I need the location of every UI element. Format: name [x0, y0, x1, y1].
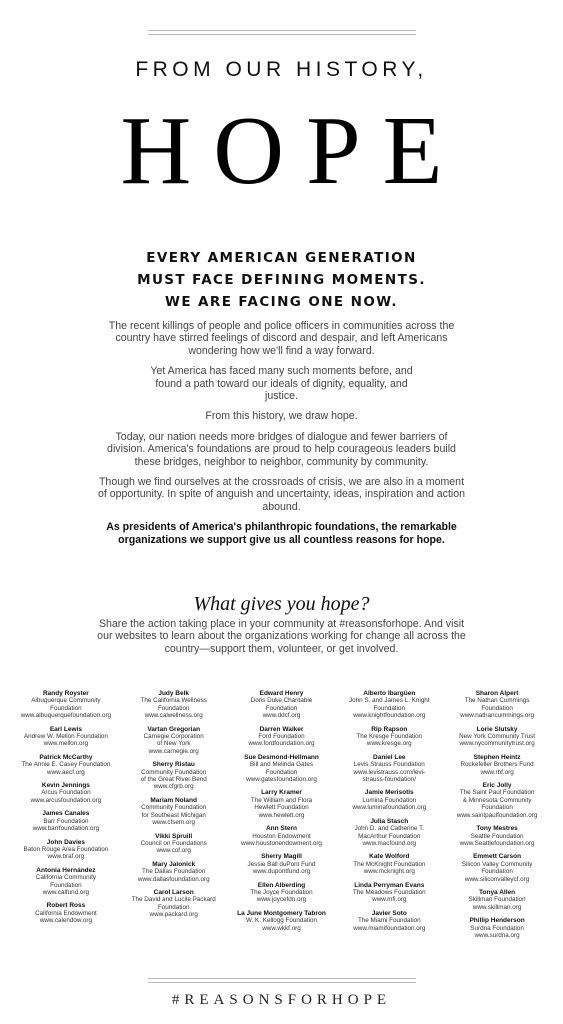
signatory-detail: Silicon Valley Community — [461, 860, 533, 868]
signatory-detail: Rockefeller Brothers Fund — [460, 761, 534, 769]
signatory-detail: & Minnesota Community — [462, 796, 532, 804]
signatory-detail: Foundation — [481, 704, 513, 712]
share-text: Share the action taking place in your community at #reasonsforhope. And visit our websites to learn about the organizations working for change all across the country—support them, volunteer, or get involved. — [97, 618, 466, 655]
signatory-entry — [120, 889, 228, 919]
signatory-entry — [228, 882, 336, 904]
paragraph-1: The recent killings of people and police officers in communities across the country have stirred feelings of discord and despair, and left Americans wondering how we'll find a way forward. — [108, 320, 455, 357]
signatory-detail: www.mellon.org — [43, 740, 89, 748]
signatory-detail: for Southeast Michigan — [141, 811, 206, 819]
signatory-entry — [228, 789, 336, 819]
signatory-entry — [228, 825, 336, 847]
headline-line-1: EVERY AMERICAN GENERATION — [146, 250, 417, 266]
signatory-entry — [228, 690, 336, 720]
signatory-detail: Lumina Foundation — [362, 796, 417, 804]
signatory-detail: www.dallasfoundation.org — [137, 875, 210, 883]
signatory-detail: www.calfund.org — [42, 888, 89, 896]
signatory-name: Earl Lewis — [49, 725, 82, 733]
signatory-entry — [228, 726, 336, 748]
signatory-name: Stephen Heintz — [473, 753, 521, 761]
signatory-detail: W. K. Kellogg Foundation — [245, 917, 318, 925]
signatory-detail: The Joyce Foundation — [250, 888, 313, 896]
signatory-name: La June Montgomery Tabron — [237, 909, 326, 917]
signatory-entry — [228, 910, 336, 932]
signatory-detail: www.arcusfoundation.org — [30, 796, 102, 804]
signatory-entry — [120, 797, 228, 827]
signatory-detail: The Annie E. Casey Foundation — [21, 761, 111, 769]
signatory-detail: www.mfi.org — [372, 896, 407, 904]
signatory-name: Robert Ross — [46, 902, 86, 910]
signatory-name: Phillip Henderson — [469, 917, 525, 925]
signatory-entry — [120, 861, 228, 883]
signatory-detail: Barr Foundation — [43, 817, 89, 825]
signatory-name: Kate Wolford — [369, 853, 410, 861]
paragraph-4: Today, our nation needs more bridges of dialogue and fewer barriers of division. America's foundations are proud to help courageous leaders build these bridges, neighbor to neighbor, community by community. — [107, 430, 456, 468]
signatory-entry — [12, 690, 120, 720]
signatory-detail: Foundation — [50, 704, 82, 712]
signatory-name: Tony Mestres — [476, 825, 518, 833]
signatory-detail: The Dallas Foundation — [142, 868, 206, 876]
signatory-detail: Andrew W. Mellon Foundation — [23, 733, 108, 741]
signatory-detail: www.mcknight.org — [363, 868, 415, 876]
signatory-detail: www.cof.org — [156, 847, 191, 855]
signatory-detail: Levis Strauss Foundation — [353, 761, 425, 769]
signatory-name: Ellen Alberding — [257, 881, 306, 889]
signatory-detail: Carnegie Corporation — [143, 733, 204, 741]
signatory-name: Antonia Hernández — [36, 866, 96, 874]
signatory-detail: www.houstonendowment.org — [241, 839, 322, 847]
signatory-entry — [120, 833, 228, 855]
signatory-entry — [335, 754, 443, 784]
signatory-name: Daniel Lee — [373, 753, 406, 761]
signatory-detail: Foundation — [265, 704, 298, 712]
signatory-entry — [228, 853, 336, 875]
signatory-detail: The Kresge Foundation — [356, 733, 423, 741]
signatory-name: Sherry Ristau — [152, 761, 195, 769]
signatory-detail: The Miami Foundation — [357, 917, 421, 925]
signatory-detail: www.siliconvalleycf.org — [464, 875, 530, 883]
signatory-detail: www.calendow.org — [39, 917, 92, 925]
signatory-detail: The Nathan Cummings — [464, 697, 530, 705]
signatory-name: Vikki Spruill — [155, 832, 193, 840]
signatory-detail: The David and Lucile Packard — [131, 896, 216, 904]
signatory-name: Sharon Alpert — [475, 690, 519, 697]
signatory-detail: Foundation — [265, 768, 298, 776]
signatory-entry — [335, 690, 443, 720]
signatory-column — [228, 690, 336, 945]
signatory-detail: Community Foundation — [141, 768, 207, 776]
signatory-name: Julia Stasch — [370, 817, 409, 825]
question-heading: What gives you hope? — [193, 593, 370, 615]
signatory-detail: The Meadows Foundation — [352, 888, 426, 896]
signatory-detail: www.knightfoundation.org — [353, 712, 426, 720]
signatory-detail: Arcus Foundation — [41, 789, 91, 797]
signatory-name: Patrick McCarthy — [39, 753, 93, 761]
signatory-detail: www.joycefdn.org — [256, 896, 307, 904]
signatory-name: Alberto Ibargüen — [363, 690, 416, 697]
signatory-detail: Albuquerque Community — [31, 697, 101, 705]
headline — [0, 247, 563, 313]
signatories — [12, 690, 551, 945]
signatory-detail: The William and Flora — [250, 796, 313, 804]
signatory-detail: www.aecf.org — [47, 768, 85, 776]
signatory-detail: www.rbf.org — [480, 768, 514, 776]
signatory-detail: www.hewlett.org — [258, 811, 305, 819]
signatory-name: Sherry Magill — [261, 853, 302, 861]
signatory-detail: www.nycommunitytrust.org — [459, 740, 535, 748]
signatory-column — [12, 690, 120, 945]
signatory-name: Mariam Noland — [150, 796, 197, 804]
signatory-entry — [443, 782, 551, 819]
signatory-detail: www.cfgrb.org — [153, 783, 194, 791]
signatory-entry — [443, 853, 551, 883]
signatory-name: James Canales — [42, 810, 90, 818]
headline-line-2: MUST FACE DEFINING MOMENTS. — [137, 272, 426, 288]
signatory-detail: www.kresge.org — [366, 740, 412, 748]
bottom-rule-1 — [148, 978, 416, 979]
signatory-detail: Foundation — [481, 868, 513, 876]
signatory-column — [120, 690, 228, 945]
signatory-detail: www.packard.org — [149, 911, 198, 919]
signatory-entry — [335, 910, 443, 932]
headline-line-3: WE ARE FACING ONE NOW. — [165, 294, 398, 310]
body-text — [90, 320, 473, 554]
signatory-detail: www.cfsem.org — [152, 819, 196, 827]
signatory-detail: www.nathancummings.org — [460, 712, 535, 720]
signatory-detail: www.calwellness.org — [144, 712, 203, 720]
signatory-detail: California Community — [35, 874, 96, 882]
hashtag-footer: #REASONSFORHOPE — [171, 992, 392, 1008]
signatory-detail: www.luminafoundation.org — [352, 804, 427, 812]
signatory-detail: Foundation — [157, 704, 190, 712]
signatory-detail: The Saint Paul Foundation — [459, 789, 535, 797]
signatory-entry — [12, 810, 120, 832]
pretitle: FROM OUR HISTORY, — [135, 58, 428, 81]
signatory-name: Linda Perryman Evans — [354, 881, 425, 889]
signatory-detail: Foundation — [50, 881, 82, 889]
signatory-entry — [228, 754, 336, 784]
signatory-detail: Ford Foundation — [258, 733, 305, 741]
signatory-name: Lorie Slutsky — [476, 725, 518, 733]
signatory-column — [443, 690, 551, 945]
signatory-name: Mary Jalonick — [152, 860, 196, 868]
signatory-detail: of New York — [156, 740, 191, 748]
signatory-name: Rip Rapson — [371, 725, 408, 733]
paragraph-2: Yet America has faced many such moments before, and found a path toward our ideals of dignity, equality, and justice. — [150, 365, 413, 403]
signatory-detail: Jessie Ball duPont Fund — [247, 860, 316, 868]
signatory-name: Ann Stern — [265, 825, 298, 833]
signatory-detail: www.carnegie.org — [148, 747, 199, 755]
signatory-detail: www.barrfoundation.org — [32, 825, 100, 833]
signatory-entry — [443, 690, 551, 720]
paragraph-6: As presidents of America's philanthropic foundations, the remarkable organizations we support give us all countless reasons for hope. — [106, 521, 457, 546]
signatory-detail: www.miamifoundation.org — [353, 924, 426, 932]
signatory-detail: The California Wellness — [140, 697, 207, 705]
signatory-name: Sue Desmond-Hellmann — [244, 753, 319, 761]
signatory-entry — [443, 754, 551, 776]
signatory-detail: The McKnight Foundation — [353, 860, 426, 868]
signatory-entry — [335, 853, 443, 875]
signatory-entry — [335, 726, 443, 748]
signatory-detail: Bill and Melinda Gates — [249, 761, 313, 769]
signatory-detail: www.wkkf.org — [262, 924, 301, 932]
signatory-detail: Skillman Foundation — [468, 896, 526, 904]
signatory-detail: Surdna Foundation — [470, 924, 524, 932]
signatory-name: Vartan Gregorian — [147, 725, 201, 733]
signatory-detail: Doris Duke Charitable — [250, 697, 313, 705]
signatory-entry — [443, 825, 551, 847]
signatory-detail: Baton Rouge Area Foundation — [23, 845, 109, 853]
signatory-detail: www.macfound.org — [362, 839, 417, 847]
signatory-detail: www.dupontfund.org — [252, 868, 311, 876]
signatory-detail: www.albuquerquefoundation.org — [20, 712, 112, 720]
signatory-detail: Houston Endowment — [252, 832, 311, 840]
signatory-detail: Hewlett Foundation — [254, 804, 309, 812]
signatory-detail: Seattle Foundation — [470, 832, 524, 840]
signatory-column — [335, 690, 443, 945]
signatory-name: Javier Soto — [371, 909, 407, 917]
signatory-name: Judy Belk — [158, 690, 190, 697]
signatory-detail: John S. and James L. Knight — [349, 697, 430, 705]
signatory-entry — [12, 867, 120, 897]
signatory-detail: California Endowment — [35, 909, 97, 917]
signatory-detail: MacArthur Foundation — [358, 832, 421, 840]
signatory-name: Edward Henry — [259, 690, 304, 697]
signatory-detail: www.gatesfoundation.org — [246, 776, 317, 784]
signatory-entry — [12, 839, 120, 861]
signatory-name: John Davies — [46, 838, 86, 846]
signatory-name: Randy Royster — [42, 690, 89, 697]
top-rule-2 — [148, 34, 416, 35]
signatory-detail: www.braf.org — [47, 853, 85, 861]
signatory-detail: New York Community Trust — [459, 733, 536, 741]
signatory-detail: www.levistrauss.com/levi- — [353, 768, 426, 776]
signatory-detail: www.Seattlefoundation.org — [459, 839, 535, 847]
bottom-rule-2 — [148, 982, 416, 983]
signatory-detail: of the Great River Bend — [140, 776, 207, 784]
signatory-entry — [12, 902, 120, 924]
signatory-entry — [120, 690, 228, 720]
signatory-entry — [12, 782, 120, 804]
signatory-detail: John D. and Catherine T. — [354, 825, 425, 833]
top-rule-1 — [148, 30, 416, 31]
signatory-entry — [120, 761, 228, 791]
signatory-detail: www.surdna.org — [474, 931, 520, 939]
signatory-entry — [120, 726, 228, 756]
signatory-entry — [335, 818, 443, 848]
signatory-detail: Foundation — [373, 704, 406, 712]
signatory-entry — [335, 789, 443, 811]
signatory-detail: Council on Foundations — [140, 839, 207, 847]
signatory-name: Carol Larson — [153, 888, 194, 896]
page-title: HOPE — [120, 97, 465, 205]
signatory-entry — [335, 882, 443, 904]
signatory-name: Kevin Jennings — [41, 782, 90, 790]
signatory-entry — [12, 754, 120, 776]
signatory-name: Eric Jolly — [482, 782, 512, 790]
signatory-detail: www.saintpaulfoundation.org — [456, 811, 538, 819]
signatory-detail: strauss-foundation/ — [362, 776, 417, 784]
paragraph-3: From this history, we draw hope. — [205, 410, 358, 423]
signatory-detail: www.skillman.org — [472, 903, 522, 911]
signatory-entry — [443, 726, 551, 748]
signatory-detail: www.ddcf.org — [262, 712, 301, 720]
signatory-detail: Community Foundation — [141, 804, 207, 812]
signatory-detail: www.fordfoundation.org — [248, 740, 315, 748]
signatory-entry — [443, 917, 551, 939]
signatory-name: Darren Walker — [259, 725, 304, 733]
signatory-name: Emmett Carson — [473, 853, 522, 861]
signatory-name: Tonya Allen — [479, 888, 516, 896]
signatory-detail: Foundation — [481, 804, 513, 812]
paragraph-5: Though we find ourselves at the crossroads of crisis, we are also in a moment of opportunity. In spite of anguish and uncertainty, ideas, inspiration and action abound. — [97, 476, 466, 513]
signatory-name: Jamie Merisotis — [364, 789, 414, 797]
signatory-name: Larry Kramer — [261, 789, 302, 797]
signatory-detail: Foundation — [157, 903, 190, 911]
signatory-entry — [443, 889, 551, 911]
signatory-entry — [12, 726, 120, 748]
